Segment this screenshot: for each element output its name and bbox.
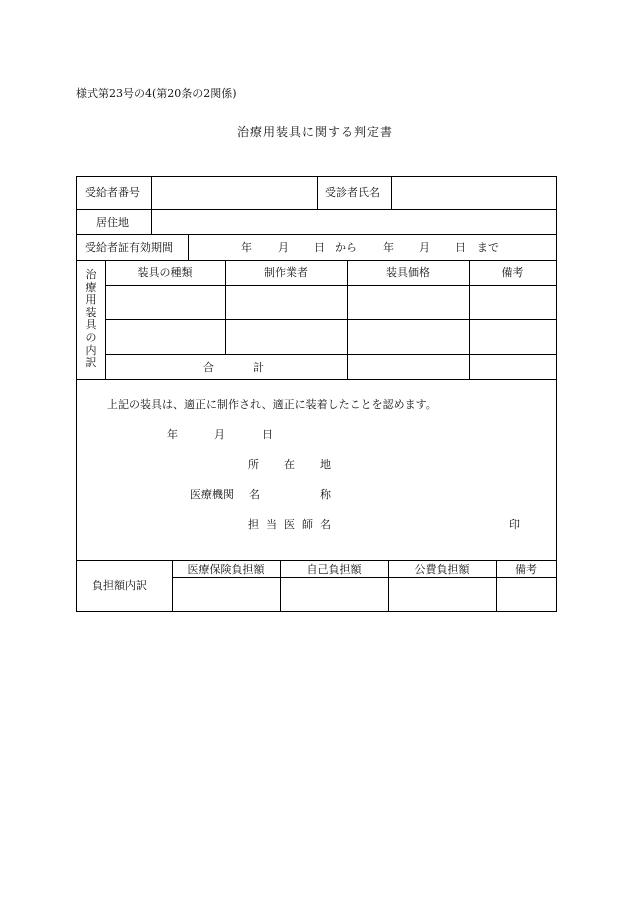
row-divider: [77, 560, 556, 561]
insurance-burden-header: 医療保険負担額: [187, 563, 265, 576]
burden-breakdown-label: 負担額内訳: [92, 579, 147, 592]
certification-statement: 上記の装具は、適正に制作され、適正に装着したことを認めます。: [107, 398, 437, 411]
row-divider: [105, 285, 556, 286]
doctor-label-4: 師: [302, 518, 313, 531]
location-label-3: 地: [320, 458, 331, 471]
row-divider: [172, 577, 556, 578]
date-year-unit: 年: [167, 428, 178, 441]
patient-name-label: 受診者氏名: [325, 186, 380, 199]
col-divider: [151, 177, 152, 234]
total-label-1: 合: [203, 361, 214, 374]
row-divider: [77, 260, 556, 261]
row-divider: [77, 234, 556, 235]
doctor-label-2: 当: [266, 518, 277, 531]
row-divider: [105, 319, 556, 320]
to-year-unit: 年: [383, 241, 394, 254]
col-divider: [188, 234, 189, 260]
institution-label: 医療機関: [190, 488, 234, 501]
row-divider: [77, 209, 556, 210]
date-day-unit: 日: [262, 428, 273, 441]
self-burden-header: 自己負担額: [306, 563, 362, 576]
burden-remarks-header: 備考: [515, 563, 537, 576]
name-label-1: 名: [249, 488, 260, 501]
equipment-price-header: 装具価格: [386, 266, 430, 279]
equipment-breakdown-label: 治 療 用 装 具 の 内 訳: [85, 268, 97, 370]
validity-period-label: 受給者証有効期間: [85, 241, 173, 254]
remarks-header: 備考: [501, 266, 524, 279]
address-label: 居住地: [96, 216, 129, 229]
row-divider: [105, 354, 556, 355]
public-burden-header: 公費負担額: [414, 563, 470, 576]
from-word: から: [335, 241, 357, 254]
doctor-label-3: 医: [284, 518, 295, 531]
to-day-unit: 日: [455, 241, 466, 254]
doctor-label-5: 名: [320, 518, 331, 531]
row-divider: [77, 379, 556, 380]
name-label-2: 称: [320, 488, 331, 501]
to-word: まで: [477, 241, 499, 254]
location-label-1: 所: [248, 458, 259, 471]
judgment-form: [76, 176, 557, 612]
col-divider: [391, 177, 392, 209]
col-divider: [317, 177, 318, 209]
to-month-unit: 月: [419, 241, 430, 254]
recipient-number-label: 受給者番号: [85, 186, 140, 199]
doctor-label-1: 担: [248, 518, 259, 531]
from-month-unit: 月: [278, 241, 289, 254]
from-year-unit: 年: [241, 241, 252, 254]
manufacturer-header: 制作業者: [264, 266, 308, 279]
location-label-2: 在: [284, 458, 295, 471]
form-title: 治療用装具に関する判定書: [236, 125, 393, 139]
form-header: 様式第23号の4(第20条の2関係): [76, 87, 237, 100]
equipment-type-header: 装具の種類: [137, 266, 193, 279]
from-day-unit: 日: [314, 241, 325, 254]
seal-mark: 印: [509, 518, 520, 531]
total-label-2: 計: [253, 361, 264, 374]
date-month-unit: 月: [214, 428, 225, 441]
